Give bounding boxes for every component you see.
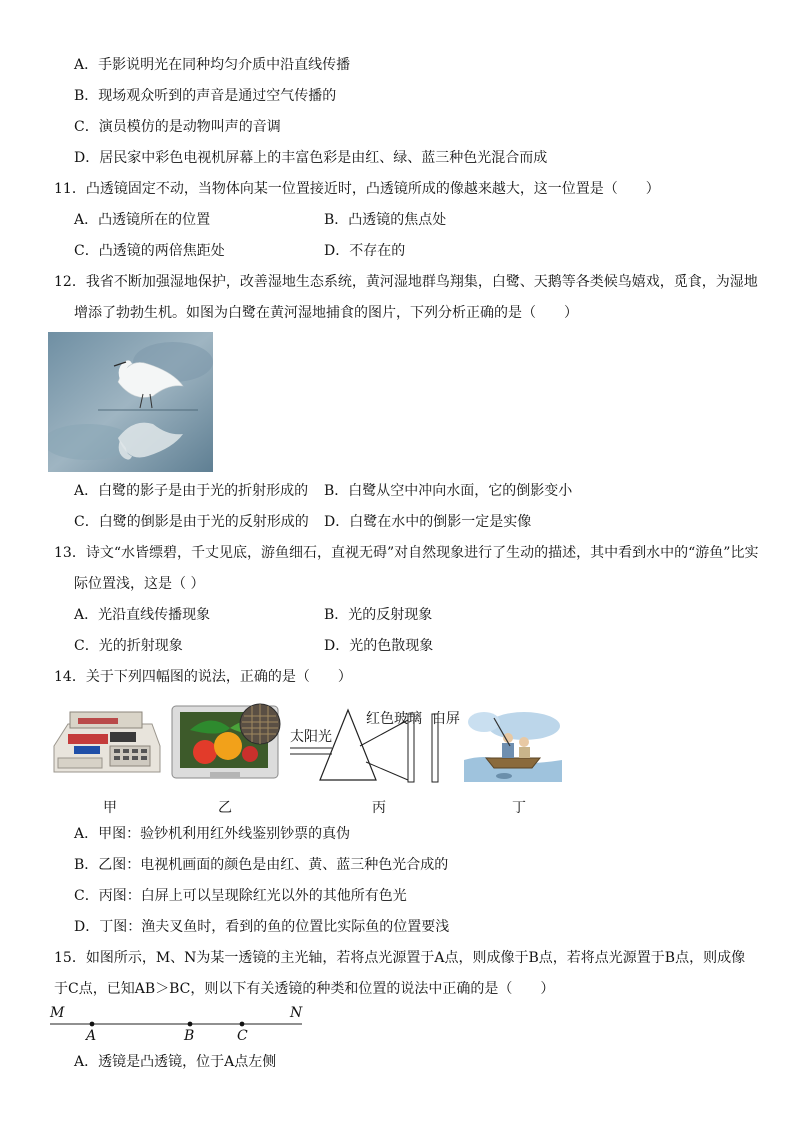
q15-option-a: A．透镜是凸透镜，位于A点左侧 [74, 1054, 277, 1070]
q10-option-b: B．现场观众听到的声音是通过空气传播的 [74, 88, 337, 104]
point-c-label: C [237, 1028, 248, 1044]
q12-stem-line1: 12．我省不断加强湿地保护，改善湿地生态系统，黄河湿地群鸟翔集，白鹭、天鹅等各类候鸟嬉戏，觅食，为湿地 [54, 274, 758, 290]
q10-option-c: C．演员模仿的是动物叫声的音调 [74, 119, 281, 135]
point-a-label: A [86, 1028, 97, 1044]
q14-option-b: B．乙图：电视机画面的颜色是由红、黄、蓝三种色光合成的 [74, 857, 449, 873]
q11-option-b: B．凸透镜的焦点处 [324, 212, 447, 228]
caption-bing: 丙 [372, 800, 386, 816]
q13-option-c: C．光的折射现象 [74, 638, 183, 654]
q10-option-a: A．手影说明光在同种均匀介质中沿直线传播 [74, 57, 351, 73]
egret-photo [48, 332, 213, 472]
q12-option-b: B．白鹭从空中冲向水面，它的倒影变小 [324, 483, 573, 499]
fisherman-image [464, 708, 562, 782]
point-n-label: N [290, 1005, 303, 1021]
q13-stem-line1: 13．诗文“水皆缥碧，千丈见底，游鱼细石，直视无碍”对自然现象进行了生动的描述，其中看到水中的“游鱼”比实 [54, 545, 759, 561]
q14-option-d: D．丁图：渔夫叉鱼时，看到的鱼的位置比实际鱼的位置要浅 [74, 919, 450, 935]
q14-stem: 14．关于下列四幅图的说法，正确的是（ ） [54, 669, 352, 685]
caption-yi: 乙 [218, 800, 232, 816]
q13-option-b: B．光的反射现象 [324, 607, 433, 623]
point-b-label: B [184, 1028, 195, 1044]
q13-stem-line2: 际位置浅，这是（ ） [74, 576, 205, 592]
caption-jia: 甲 [103, 800, 117, 816]
q11-option-d: D．不存在的 [324, 243, 406, 259]
tv-image [170, 702, 286, 784]
q12-option-a: A．白鹭的影子是由于光的折射形成的 [74, 483, 309, 499]
q15-stem-line1: 15．如图所示，M、N为某一透镜的主光轴，若将点光源置于A点，则成像于B点，若将点光源置于B点，则成像 [54, 950, 746, 966]
money-detector-image [48, 706, 164, 780]
sunlight-label: 太阳光 [290, 729, 332, 745]
white-screen-label: 白屏 [432, 711, 460, 727]
q14-option-a: A．甲图：验钞机利用红外线鉴别钞票的真伪 [74, 826, 351, 842]
point-m-label: M [50, 1005, 65, 1021]
q10-option-d: D．居民家中彩色电视机屏幕上的丰富色彩是由红、绿、蓝三种色光混合而成 [74, 150, 548, 166]
q12-option-c: C．白鹭的倒影是由于光的反射形成的 [74, 514, 309, 530]
q12-stem-line2: 增添了勃勃生机。如图为白鹭在黄河湿地捕食的图片，下列分析正确的是（ ） [74, 305, 578, 321]
red-glass-label: 红色玻璃 [366, 711, 422, 727]
q11-option-c: C．凸透镜的两倍焦距处 [74, 243, 225, 259]
q15-stem-line2: 于C点，已知AB＞BC，则以下有关透镜的种类和位置的说法中正确的是（ ） [54, 981, 555, 997]
caption-ding: 丁 [512, 800, 526, 816]
q13-option-d: D．光的色散现象 [324, 638, 434, 654]
q11-stem: 11．凸透镜固定不动，当物体向某一位置接近时，凸透镜所成的像越来越大，这一位置是（ ） [54, 181, 660, 197]
q11-option-a: A．凸透镜所在的位置 [74, 212, 211, 228]
q12-option-d: D．白鹭在水中的倒影一定是实像 [324, 514, 532, 530]
q14-option-c: C．丙图：白屏上可以呈现除红光以外的其他所有色光 [74, 888, 407, 904]
q13-option-a: A．光沿直线传播现象 [74, 607, 211, 623]
